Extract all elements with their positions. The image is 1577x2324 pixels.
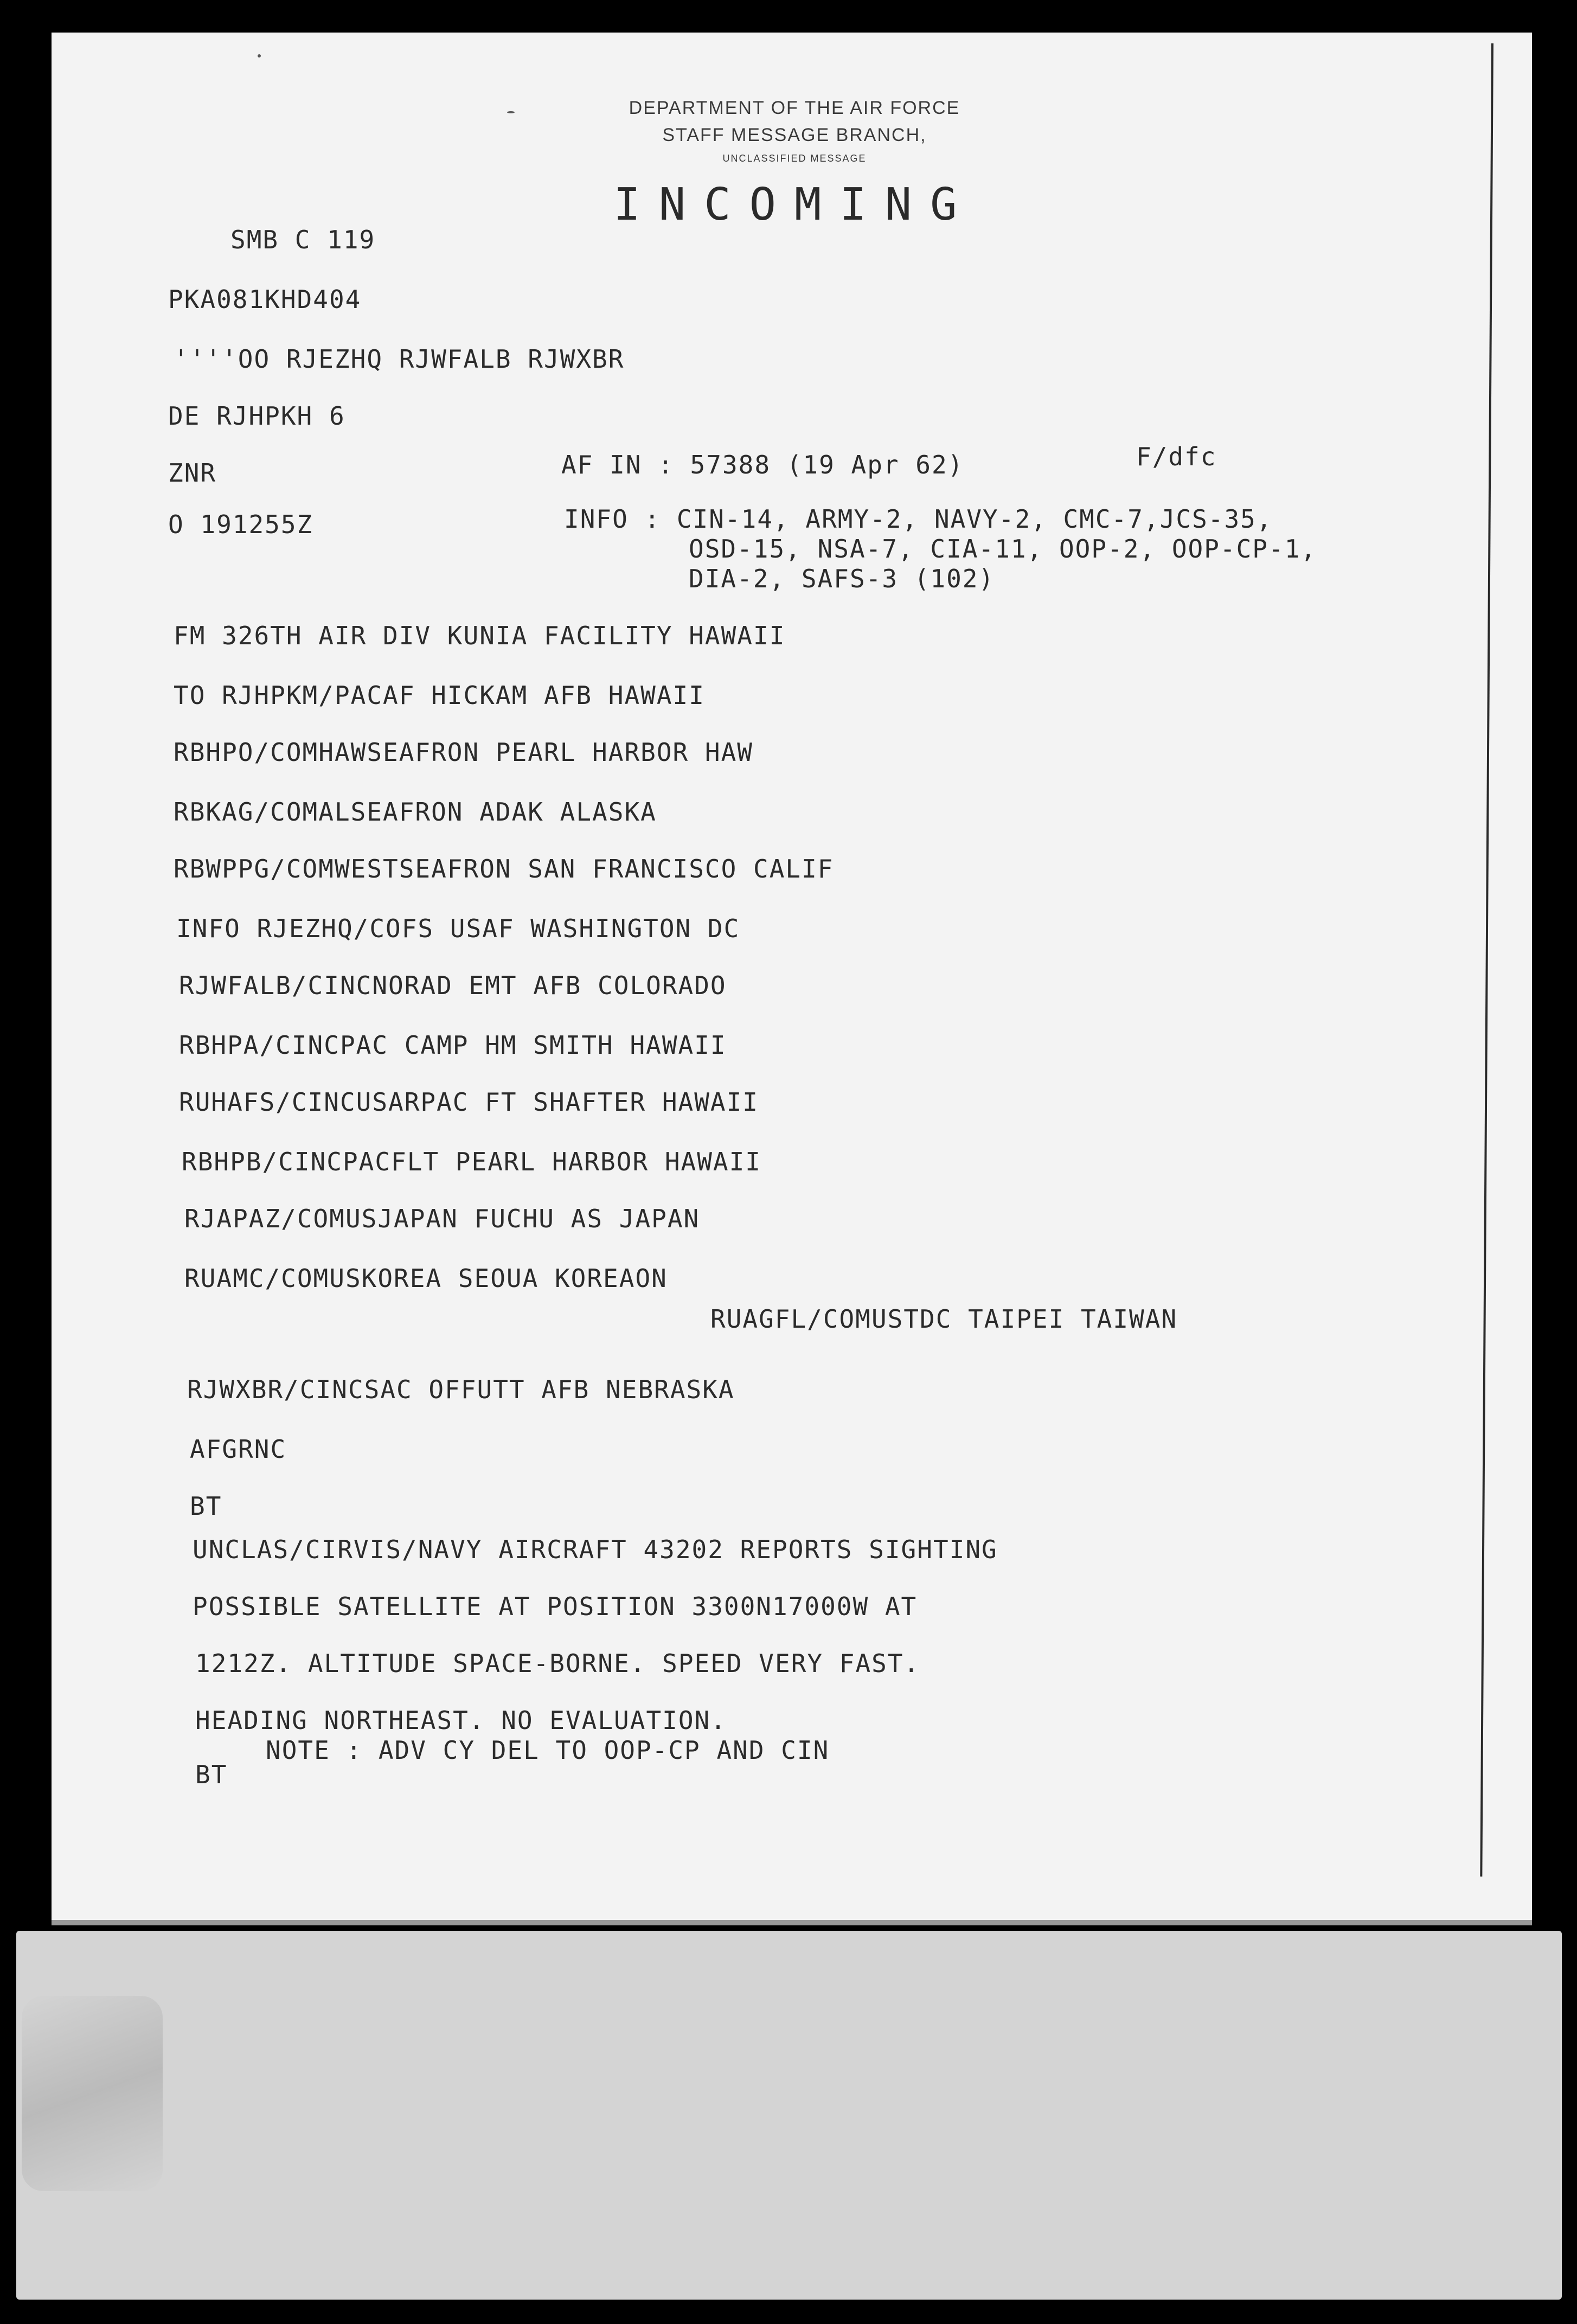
department-heading: DEPARTMENT OF THE AIR FORCE xyxy=(629,98,960,118)
address-line: RBHPB/CINCPACFLT PEARL HARBOR HAWAII xyxy=(182,1147,761,1176)
info-line-3: DIA-2, SAFS-3 (102) xyxy=(689,564,995,593)
address-line: RJAPAZ/COMUSJAPAN FUCHU AS JAPAN xyxy=(184,1204,700,1233)
ink-speck xyxy=(258,54,261,57)
af-in-number: AF IN : 57388 (19 Apr 62) xyxy=(561,450,964,479)
station-code: PKA081KHD404 xyxy=(168,285,362,314)
bt-close: BT xyxy=(195,1760,228,1789)
address-line: RBHPA/CINCPAC CAMP HM SMITH HAWAII xyxy=(179,1030,727,1060)
body-line: HEADING NORTHEAST. NO EVALUATION. xyxy=(195,1706,727,1735)
address-line: RBKAG/COMALSEAFRON ADAK ALASKA xyxy=(174,797,657,827)
date-time-group: O 191255Z xyxy=(168,510,313,539)
backing-board xyxy=(16,1931,1562,2300)
smb-number: SMB C 119 xyxy=(230,225,376,254)
info-line-1: INFO : CIN-14, ARMY-2, NAVY-2, CMC-7,JCS-35, xyxy=(564,504,1273,534)
fdfc-mark: F/dfc xyxy=(1136,442,1217,471)
right-margin-rule xyxy=(1480,43,1493,1877)
body-line: POSSIBLE SATELLITE AT POSITION 3300N17000W AT xyxy=(193,1592,918,1621)
body-line: UNCLAS/CIRVIS/NAVY AIRCRAFT 43202 REPORTS SIGHTING xyxy=(193,1535,998,1564)
address-line: RBWPPG/COMWESTSEAFRON SAN FRANCISCO CALIF xyxy=(174,854,834,883)
address-line: TO RJHPKM/PACAF HICKAM AFB HAWAII xyxy=(174,681,705,710)
info-line-2: OSD-15, NSA-7, CIA-11, OOP-2, OOP-CP-1, xyxy=(689,534,1317,564)
address-line-sac: RJWXBR/CINCSAC OFFUTT AFB NEBRASKA xyxy=(187,1375,735,1404)
address-line: FM 326TH AIR DIV KUNIA FACILITY HAWAII xyxy=(174,621,786,650)
incoming-title: INCOMING xyxy=(613,179,976,231)
ink-speck xyxy=(507,111,515,113)
smudge-mark xyxy=(22,1996,163,2191)
address-line-taiwan: RUAGFL/COMUSTDC TAIPEI TAIWAN xyxy=(710,1304,1178,1334)
address-line: RUAMC/COMUSKOREA SEOUA KOREAON xyxy=(184,1264,668,1293)
address-line: RJWFALB/CINCNORAD EMT AFB COLORADO xyxy=(179,971,727,1000)
address-line: RBHPO/COMHAWSEAFRON PEARL HARBOR HAW xyxy=(174,738,753,767)
classification-heading: UNCLASSIFIED MESSAGE xyxy=(722,153,867,164)
note-line: NOTE : ADV CY DEL TO OOP-CP AND CIN xyxy=(266,1736,830,1765)
body-line: 1212Z. ALTITUDE SPACE-BORNE. SPEED VERY FAST. xyxy=(195,1649,920,1678)
address-line: RUHAFS/CINCUSARPAC FT SHAFTER HAWAII xyxy=(179,1087,759,1117)
de-line: DE RJHPKH 6 xyxy=(168,401,345,431)
precedence-line: ''''OO RJEZHQ RJWFALB RJWXBR xyxy=(174,344,625,374)
branch-heading: STAFF MESSAGE BRANCH, xyxy=(662,125,927,145)
afgrnc-line: AFGRNC xyxy=(190,1435,287,1464)
bt-open: BT xyxy=(190,1491,222,1521)
address-line: INFO RJEZHQ/COFS USAF WASHINGTON DC xyxy=(176,914,740,943)
message-sheet xyxy=(52,33,1532,1920)
znr-line: ZNR xyxy=(168,458,217,488)
